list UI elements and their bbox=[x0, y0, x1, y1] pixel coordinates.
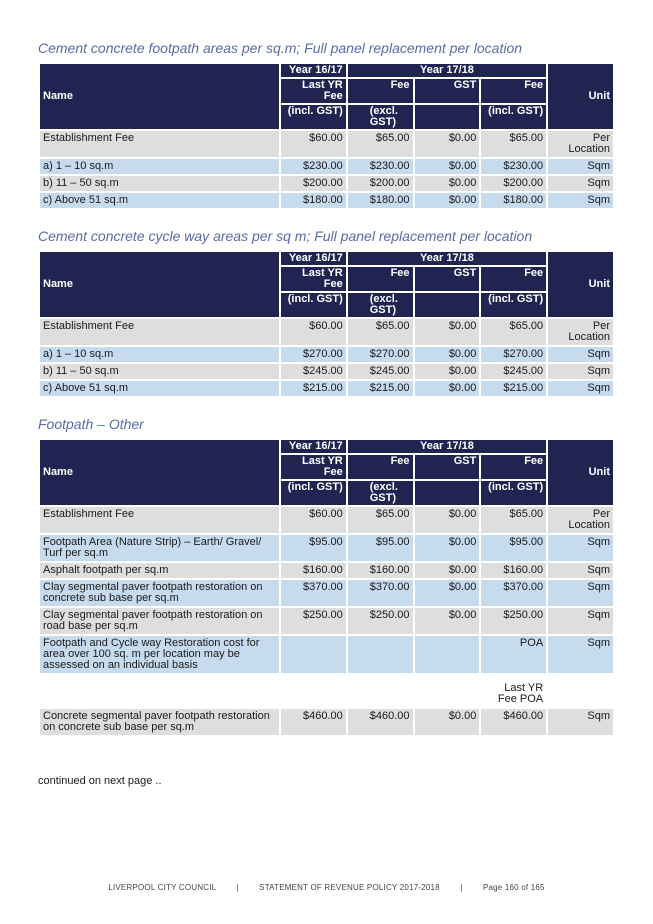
cell-unit: Sqm bbox=[548, 563, 613, 578]
header-gst: GST bbox=[415, 455, 480, 479]
table-row bbox=[40, 131, 613, 157]
cell-incl: Last YR Fee POA bbox=[481, 675, 546, 707]
cell-incl: $65.00 bbox=[481, 131, 546, 157]
header-gst-blank bbox=[415, 481, 480, 505]
header-unit: Unit bbox=[548, 440, 613, 505]
cell-incl: $160.00 bbox=[481, 563, 546, 578]
table-row bbox=[40, 507, 613, 533]
header-year-cur: Year 17/18 bbox=[348, 252, 546, 265]
cell-prev: $200.00 bbox=[281, 176, 346, 191]
cell-unit: Per Location bbox=[548, 507, 613, 533]
cell-prev: $95.00 bbox=[281, 535, 346, 561]
header-year-prev: Year 16/17 bbox=[281, 440, 346, 453]
header-fee: Fee bbox=[348, 79, 413, 103]
cell-name: Asphalt footpath per sq.m bbox=[40, 563, 279, 578]
footer-separator: | bbox=[236, 883, 239, 892]
cell-name bbox=[40, 675, 279, 707]
header-incl-gst: (incl. GST) bbox=[281, 105, 346, 129]
cell-gst: $0.00 bbox=[415, 193, 480, 208]
cell-gst: $0.00 bbox=[415, 580, 480, 606]
cell-prev: $230.00 bbox=[281, 159, 346, 174]
cell-gst: $0.00 bbox=[415, 159, 480, 174]
table-row bbox=[40, 381, 613, 396]
table-row bbox=[40, 347, 613, 362]
header-gst-blank bbox=[415, 293, 480, 317]
cell-gst: $0.00 bbox=[415, 563, 480, 578]
cell-fee: $270.00 bbox=[348, 347, 413, 362]
header-excl-gst: (excl. GST) bbox=[348, 105, 413, 129]
cell-name: Clay segmental paver footpath restoration on concrete sub base per sq.m bbox=[40, 580, 279, 606]
cell-unit: Sqm bbox=[548, 608, 613, 634]
cell-unit: Sqm bbox=[548, 159, 613, 174]
cell-incl: $65.00 bbox=[481, 507, 546, 533]
table-row bbox=[40, 608, 613, 634]
header-excl-gst: (excl. GST) bbox=[348, 481, 413, 505]
cell-incl: $270.00 bbox=[481, 347, 546, 362]
cell-prev: $160.00 bbox=[281, 563, 346, 578]
cell-incl: $200.00 bbox=[481, 176, 546, 191]
cell-name: Footpath and Cycle way Restoration cost for area over 100 sq. m per location may be assessed on an individual basis bbox=[40, 636, 279, 673]
cell-name: a) 1 – 10 sq.m bbox=[40, 159, 279, 174]
cell-gst: $0.00 bbox=[415, 535, 480, 561]
cell-fee: $95.00 bbox=[348, 535, 413, 561]
cell-gst: $0.00 bbox=[415, 381, 480, 396]
cell-gst: $0.00 bbox=[415, 709, 480, 735]
table-row bbox=[40, 319, 613, 345]
cell-fee bbox=[348, 636, 413, 673]
cell-name: Footpath Area (Nature Strip) – Earth/ Gravel/ Turf per sq.m bbox=[40, 535, 279, 561]
footer-separator: | bbox=[460, 883, 463, 892]
header-name: Name bbox=[40, 64, 279, 129]
cell-name: Establishment Fee bbox=[40, 507, 279, 533]
table-row bbox=[40, 563, 613, 578]
cell-prev: $245.00 bbox=[281, 364, 346, 379]
header-fee-incl: Fee bbox=[481, 79, 546, 103]
cell-fee: $460.00 bbox=[348, 709, 413, 735]
header-year-cur: Year 17/18 bbox=[348, 440, 546, 453]
cell-fee: $160.00 bbox=[348, 563, 413, 578]
cell-prev bbox=[281, 675, 346, 707]
cell-name: b) 11 – 50 sq.m bbox=[40, 364, 279, 379]
footer-document: STATEMENT OF REVENUE POLICY 2017-2018 bbox=[259, 883, 440, 892]
cell-gst: $0.00 bbox=[415, 176, 480, 191]
section-title: Footpath – Other bbox=[38, 416, 144, 432]
cell-incl: $215.00 bbox=[481, 381, 546, 396]
header-gst: GST bbox=[415, 267, 480, 291]
table-row bbox=[40, 675, 613, 707]
cell-fee: $65.00 bbox=[348, 131, 413, 157]
cell-name: b) 11 – 50 sq.m bbox=[40, 176, 279, 191]
header-last-yr-fee: Last YR Fee bbox=[281, 267, 346, 291]
cell-fee: $370.00 bbox=[348, 580, 413, 606]
table-row bbox=[40, 364, 613, 379]
cell-incl: $460.00 bbox=[481, 709, 546, 735]
cell-name: Concrete segmental paver footpath restoration on concrete sub base per sq.m bbox=[40, 709, 279, 735]
cell-unit: Sqm bbox=[548, 364, 613, 379]
cell-prev: $270.00 bbox=[281, 347, 346, 362]
header-fee-incl: Fee bbox=[481, 267, 546, 291]
cell-name: Clay segmental paver footpath restoration on road base per sq.m bbox=[40, 608, 279, 634]
cell-gst: $0.00 bbox=[415, 507, 480, 533]
cell-unit: Sqm bbox=[548, 381, 613, 396]
cell-name: a) 1 – 10 sq.m bbox=[40, 347, 279, 362]
header-incl-gst-2: (incl. GST) bbox=[481, 481, 546, 505]
cell-unit: Sqm bbox=[548, 709, 613, 735]
cell-fee: $215.00 bbox=[348, 381, 413, 396]
cell-fee: $200.00 bbox=[348, 176, 413, 191]
header-fee-incl: Fee bbox=[481, 455, 546, 479]
header-incl-gst: (incl. GST) bbox=[281, 481, 346, 505]
header-year-prev: Year 16/17 bbox=[281, 64, 346, 77]
cell-prev: $60.00 bbox=[281, 319, 346, 345]
header-unit: Unit bbox=[548, 252, 613, 317]
cell-fee: $180.00 bbox=[348, 193, 413, 208]
cell-prev: $60.00 bbox=[281, 507, 346, 533]
table-row bbox=[40, 176, 613, 191]
cell-name: c) Above 51 sq.m bbox=[40, 193, 279, 208]
footer-page-number: Page 160 of 165 bbox=[482, 883, 545, 892]
cell-unit bbox=[548, 675, 613, 707]
cell-prev: $460.00 bbox=[281, 709, 346, 735]
header-incl-gst-2: (incl. GST) bbox=[481, 105, 546, 129]
cell-gst: $0.00 bbox=[415, 608, 480, 634]
cell-fee bbox=[348, 675, 413, 707]
cell-prev: $215.00 bbox=[281, 381, 346, 396]
cell-unit: Sqm bbox=[548, 636, 613, 673]
cell-gst: $0.00 bbox=[415, 319, 480, 345]
table-row bbox=[40, 709, 613, 735]
fee-table bbox=[38, 438, 615, 737]
cell-incl: $180.00 bbox=[481, 193, 546, 208]
header-gst: GST bbox=[415, 79, 480, 103]
continued-note: continued on next page .. bbox=[38, 775, 162, 787]
cell-unit: Per Location bbox=[548, 131, 613, 157]
cell-unit: Sqm bbox=[548, 535, 613, 561]
cell-fee: $65.00 bbox=[348, 319, 413, 345]
cell-prev: $370.00 bbox=[281, 580, 346, 606]
cell-unit: Sqm bbox=[548, 193, 613, 208]
cell-unit: Sqm bbox=[548, 176, 613, 191]
cell-unit: Sqm bbox=[548, 347, 613, 362]
header-gst-blank bbox=[415, 105, 480, 129]
cell-prev: $250.00 bbox=[281, 608, 346, 634]
header-last-yr-fee: Last YR Fee bbox=[281, 79, 346, 103]
cell-name: c) Above 51 sq.m bbox=[40, 381, 279, 396]
cell-fee: $230.00 bbox=[348, 159, 413, 174]
header-unit: Unit bbox=[548, 64, 613, 129]
cell-prev bbox=[281, 636, 346, 673]
fee-table bbox=[38, 62, 615, 210]
cell-prev: $180.00 bbox=[281, 193, 346, 208]
header-fee: Fee bbox=[348, 455, 413, 479]
cell-incl: POA bbox=[481, 636, 546, 673]
page-footer bbox=[0, 883, 653, 892]
fee-table bbox=[38, 250, 615, 398]
table-row bbox=[40, 159, 613, 174]
cell-unit: Sqm bbox=[548, 580, 613, 606]
cell-gst: $0.00 bbox=[415, 364, 480, 379]
cell-incl: $230.00 bbox=[481, 159, 546, 174]
header-name: Name bbox=[40, 252, 279, 317]
cell-name: Establishment Fee bbox=[40, 131, 279, 157]
header-last-yr-fee: Last YR Fee bbox=[281, 455, 346, 479]
cell-gst: $0.00 bbox=[415, 131, 480, 157]
cell-unit: Per Location bbox=[548, 319, 613, 345]
header-incl-gst-2: (incl. GST) bbox=[481, 293, 546, 317]
header-name: Name bbox=[40, 440, 279, 505]
cell-fee: $245.00 bbox=[348, 364, 413, 379]
header-year-prev: Year 16/17 bbox=[281, 252, 346, 265]
cell-incl: $95.00 bbox=[481, 535, 546, 561]
cell-fee: $250.00 bbox=[348, 608, 413, 634]
cell-gst bbox=[415, 675, 480, 707]
section-title: Cement concrete cycle way areas per sq m; Full panel replacement per location bbox=[38, 228, 533, 244]
cell-name: Establishment Fee bbox=[40, 319, 279, 345]
cell-incl: $65.00 bbox=[481, 319, 546, 345]
header-incl-gst: (incl. GST) bbox=[281, 293, 346, 317]
cell-incl: $370.00 bbox=[481, 580, 546, 606]
section-title: Cement concrete footpath areas per sq.m; Full panel replacement per location bbox=[38, 40, 523, 56]
table-row bbox=[40, 193, 613, 208]
table-row bbox=[40, 580, 613, 606]
table-row bbox=[40, 636, 613, 673]
cell-gst: $0.00 bbox=[415, 347, 480, 362]
cell-incl: $245.00 bbox=[481, 364, 546, 379]
header-fee: Fee bbox=[348, 267, 413, 291]
cell-incl: $250.00 bbox=[481, 608, 546, 634]
table-row bbox=[40, 535, 613, 561]
header-year-cur: Year 17/18 bbox=[348, 64, 546, 77]
cell-prev: $60.00 bbox=[281, 131, 346, 157]
cell-fee: $65.00 bbox=[348, 507, 413, 533]
cell-gst bbox=[415, 636, 480, 673]
footer-council: LIVERPOOL CITY COUNCIL bbox=[108, 883, 216, 892]
header-excl-gst: (excl. GST) bbox=[348, 293, 413, 317]
